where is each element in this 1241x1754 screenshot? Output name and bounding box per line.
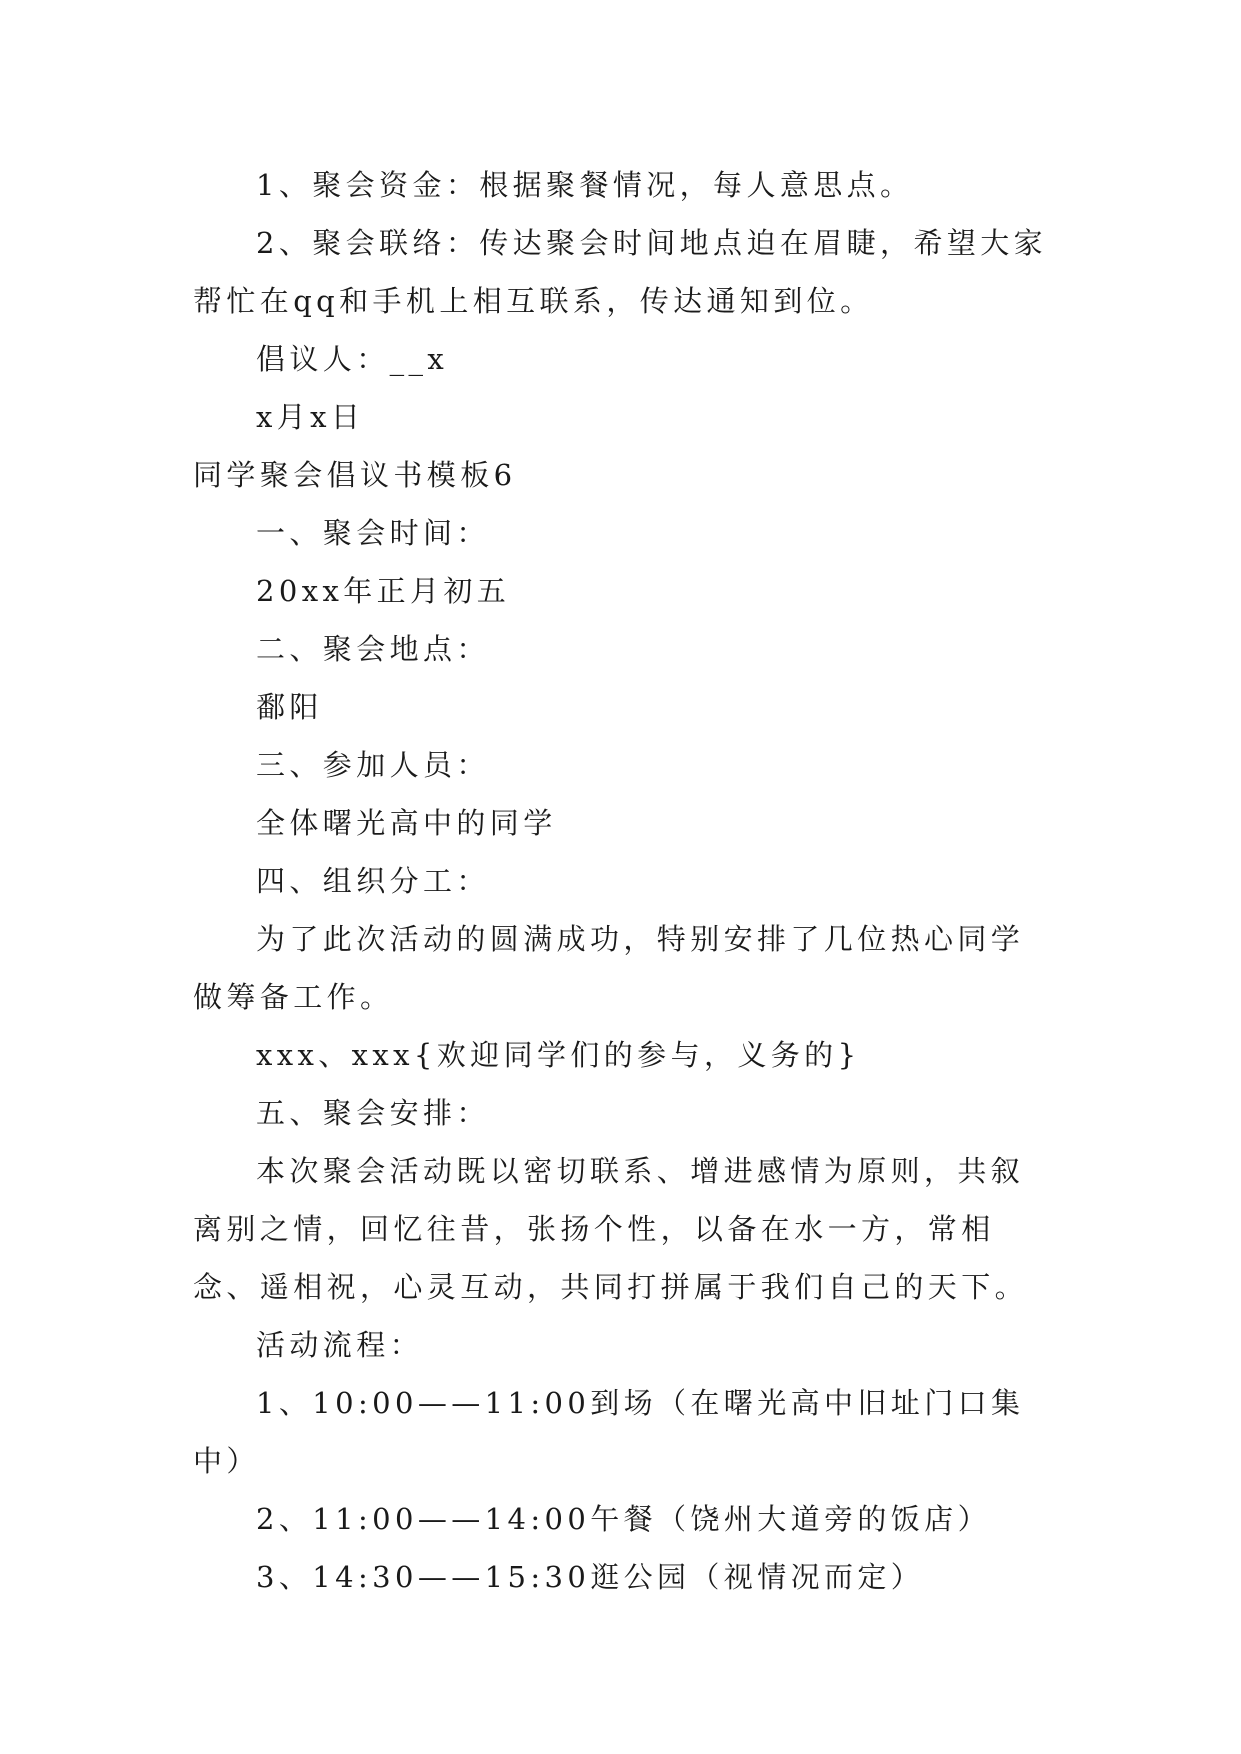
heading-time: 一、聚会时间： [256,516,490,550]
heading-organization: 四、组织分工： [256,864,490,898]
schedule-item: 3、14:30——15:30逛公园（视情况而定） [256,1560,925,1594]
heading-participants: 三、参加人员： [256,748,490,782]
heading-location: 二、聚会地点： [256,632,490,666]
heading-schedule: 活动流程： [256,1328,424,1362]
paragraph-organization: 为了此次活动的圆满成功，特别安排了几位热心同学做筹备工作。 [193,922,1025,1014]
paragraph-arrangement: 本次聚会活动既以密切联系、增进感情为原则，共叙离别之情，回忆往昔，张扬个性，以备在水一方，常相念、遥相祝，心灵互动，共同打拼属于我们自己的天下。 [193,1154,1029,1304]
heading-arrangement: 五、聚会安排： [256,1096,490,1130]
paragraph-volunteers: xxx、xxx{欢迎同学们的参与，义务的} [256,1038,861,1072]
schedule-item: 1、10:00——11:00到场（在曙光高中旧址门口集中） [193,1386,1025,1478]
schedule-item: 2、11:00——14:00午餐（饶州大道旁的饭店） [256,1502,991,1536]
paragraph-time-value: 20xx年正月初五 [256,574,511,608]
paragraph-participants-value: 全体曙光高中的同学 [256,806,557,840]
section-title: 同学聚会倡议书模板6 [193,458,517,492]
paragraph-location-value: 鄱阳 [256,690,323,724]
paragraph-funding: 1、聚会资金：根据聚餐情况，每人意思点。 [256,168,914,202]
paragraph-contact: 2、聚会联络：传达聚会时间地点迫在眉睫，希望大家帮忙在qq和手机上相互联系，传达通知到位。 [193,226,1048,318]
paragraph-date: x月x日 [256,400,365,434]
document-body [193,156,1057,1606]
paragraph-initiator: 倡议人：__x [256,342,449,376]
